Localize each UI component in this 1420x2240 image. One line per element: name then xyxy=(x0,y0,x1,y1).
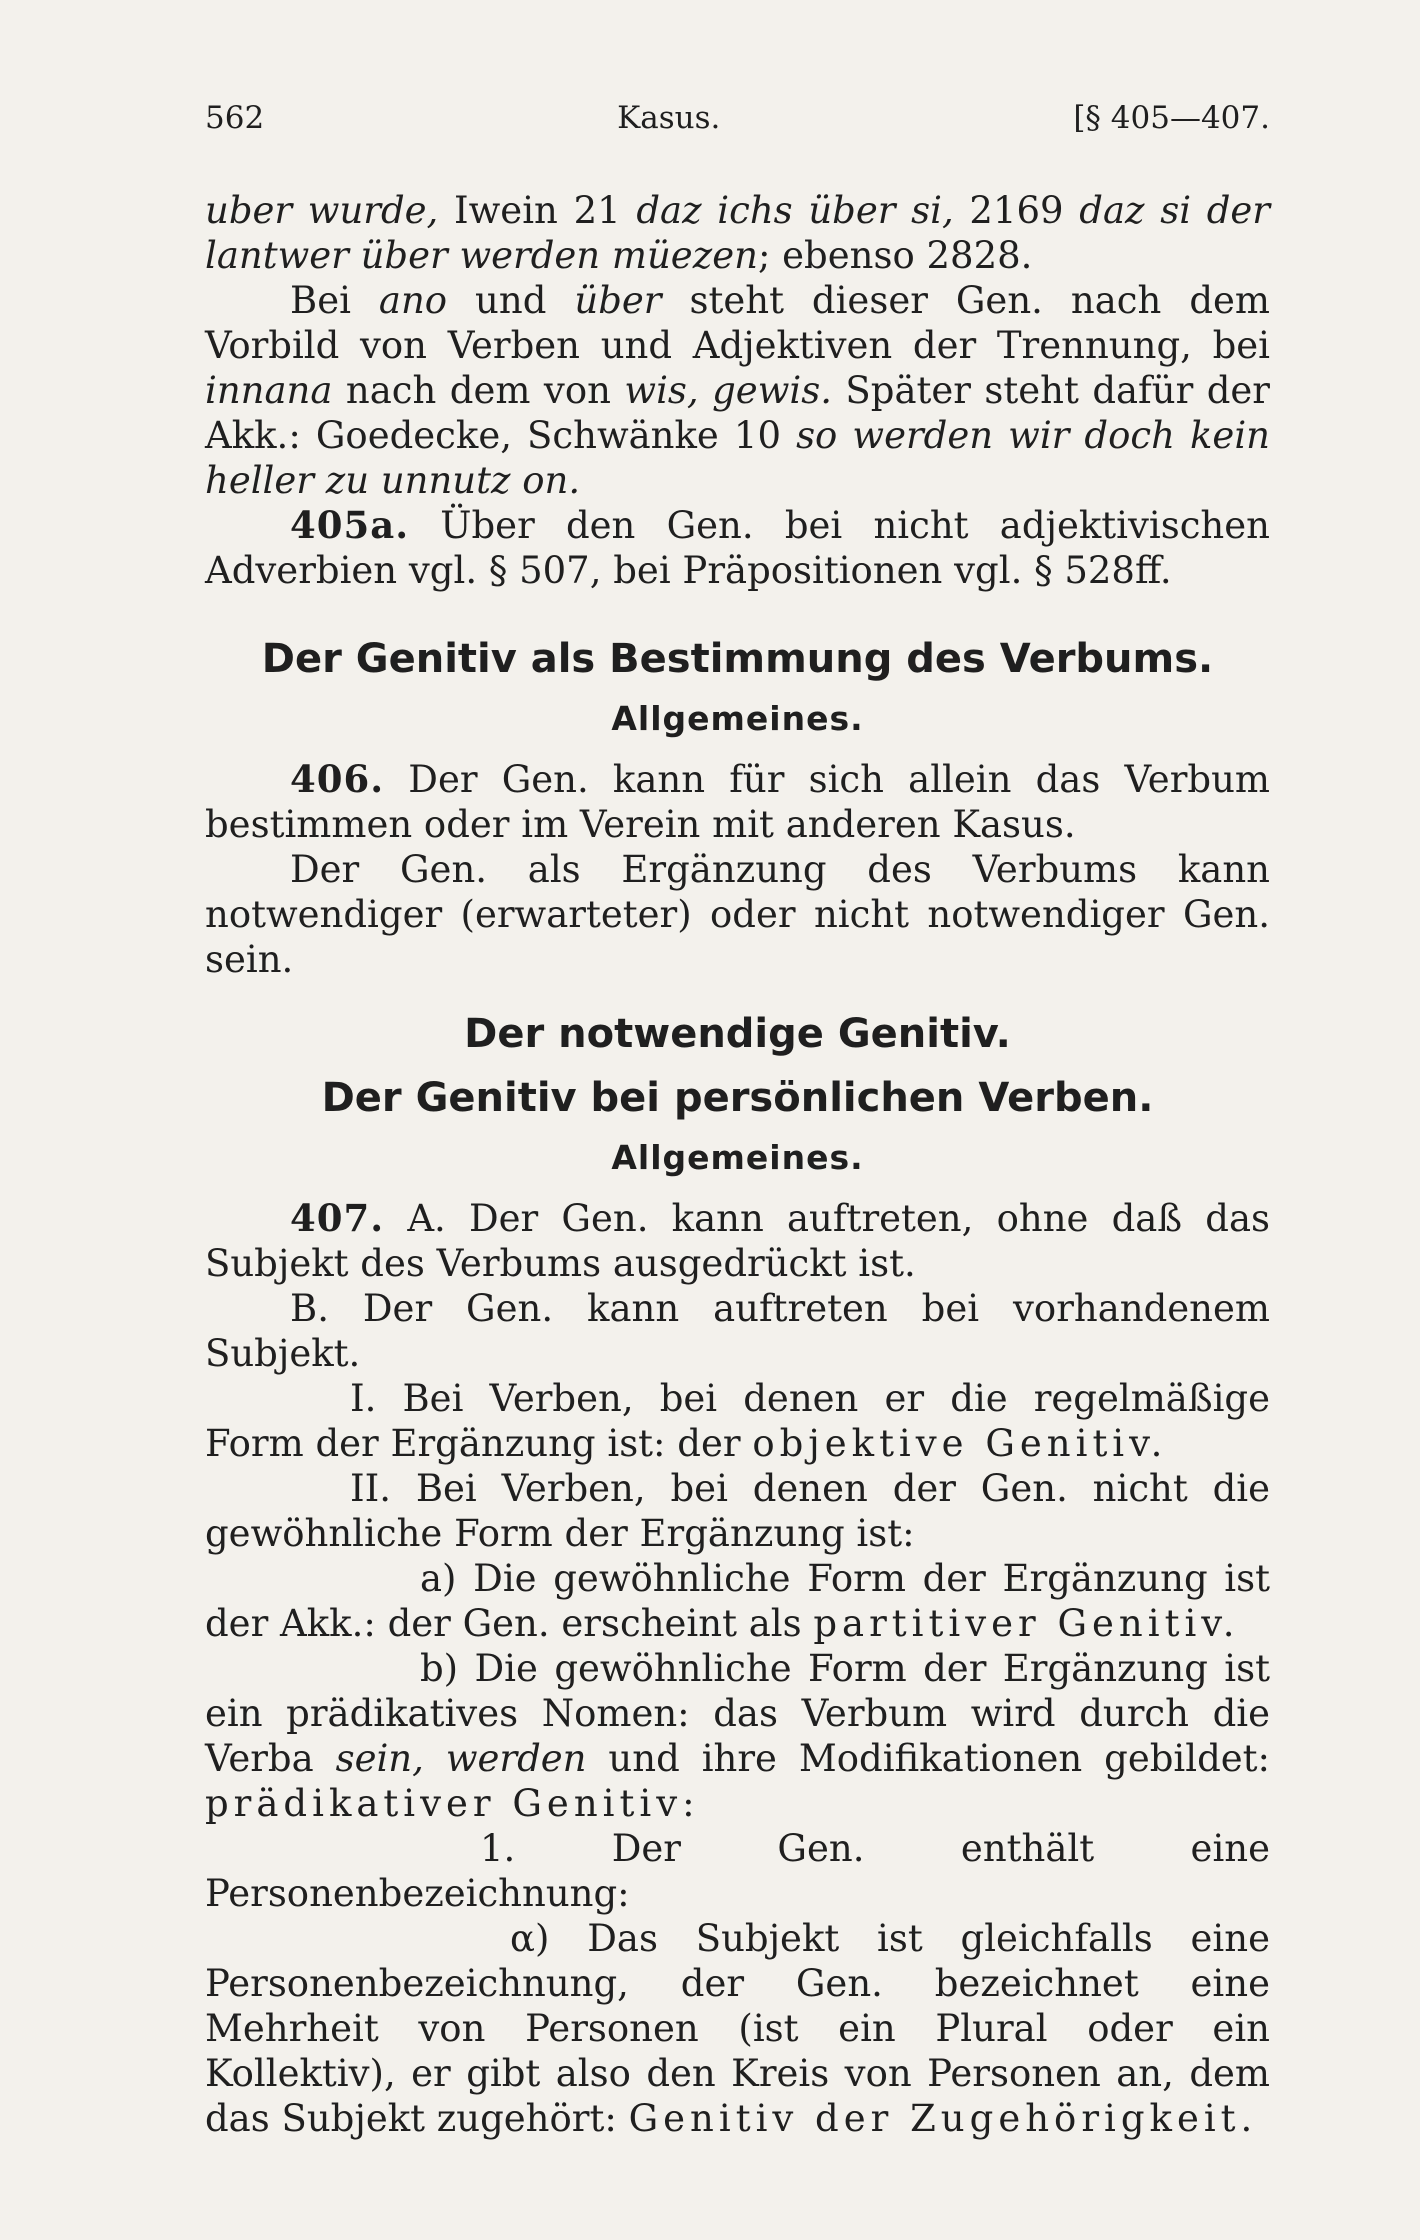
heading-notwendige-genitiv: Der notwendige Genitiv. xyxy=(464,1011,1011,1057)
term-objektiv: objektive Genitiv. xyxy=(752,1422,1168,1465)
section-number: 405a. xyxy=(290,503,410,547)
citation: daz ichs über si, xyxy=(636,189,954,232)
subheading-allgemeines: Allgemeines. xyxy=(611,699,864,738)
paragraph-407-b: B. Der Gen. kann auftreten bei vorhandenem Subjekt. xyxy=(205,1287,1270,1375)
paragraph-405-continuation: uber wurde, Iwein 21 daz ichs über si, 2169 daz si der lantwer über werden müezen; ebenso 2828. xyxy=(205,189,1270,277)
paragraph-407-ii-a: a) Die gewöhnliche Form der Ergänzung ist der Akk.: der Gen. erscheint als partitiver Genitiv. xyxy=(205,1557,1270,1645)
paragraph-406-b: Der Gen. als Ergänzung des Verbums kann notwendiger (erwarteter) oder nicht notwendiger Gen. sein. xyxy=(205,848,1270,981)
heading-persoenliche-verben: Der Genitiv bei persönlichen Verben. xyxy=(321,1075,1154,1121)
running-head xyxy=(205,100,1270,136)
paragraph-407-ii: II. Bei Verben, bei denen der Gen. nicht die gewöhnliche Form der Ergänzung ist: xyxy=(205,1467,1270,1555)
paragraph-407-i: I. Bei Verben, bei denen er die regelmäßige Form der Ergänzung ist: der objektive Genitiv. xyxy=(205,1377,1270,1465)
paragraph-405a: 405a. Über den Gen. bei nicht adjektivischen Adverbien vgl. § 507, bei Präpositionen vgl. § 528ff. xyxy=(205,503,1270,592)
paragraph-407-alpha: α) Das Subjekt ist gleichfalls eine Personenbezeichnung, der Gen. bezeichnet eine Mehrheit von Personen (ist ein Plural oder ein Kollektiv), er gibt also den Kreis von Personen an, dem das Subjekt zugehört: Genitiv der Zugehörigkeit. xyxy=(205,1917,1270,2140)
body-text xyxy=(205,188,1270,2141)
running-title: Kasus. xyxy=(617,100,721,136)
paragraph-406: 406. Der Gen. kann für sich allein das Verbum bestimmen oder im Verein mit anderen Kasus. xyxy=(205,757,1270,846)
section-number: 407. xyxy=(290,1196,385,1240)
page-number: 562 xyxy=(205,100,265,136)
subheading-allgemeines-2: Allgemeines. xyxy=(611,1138,864,1177)
term-zugehoerigkeit: Genitiv der Zugehörigkeit. xyxy=(628,2097,1258,2140)
paragraph-407-a: 407. A. Der Gen. kann auftreten, ohne daß das Subjekt des Verbums ausgedrückt ist. xyxy=(205,1196,1270,1285)
term-praedikativ: prädikativer Genitiv: xyxy=(205,1782,700,1825)
citation: daz si der lantwer über werden müezen xyxy=(205,189,1270,277)
citation: uber wurde, xyxy=(205,189,439,232)
section-number: 406. xyxy=(290,757,385,801)
section-range: [§ 405—407. xyxy=(1073,100,1270,136)
term-partitiv: partitiver Genitiv. xyxy=(813,1602,1240,1645)
heading-genitiv-verbum: Der Genitiv als Bestimmung des Verbums. xyxy=(261,636,1214,682)
paragraph-405-note: Bei ano und über steht dieser Gen. nach dem Vorbild von Verben und Adjektiven der Trennung, bei innana nach dem von wis, gewis. Später steht dafür der Akk.: Goedecke, Schwänke 10 so werden wir doch kein heller zu unnutz on. xyxy=(205,279,1270,502)
paragraph-407-ii-b: b) Die gewöhnliche Form der Ergänzung ist ein prädikatives Nomen: das Verbum wird durch die Verba sein, werden und ihre Modifikationen gebildet: prädikativer Genitiv: xyxy=(205,1647,1271,1825)
paragraph-407-1: 1. Der Gen. enthält eine Personenbezeichnung: xyxy=(205,1827,1270,1915)
